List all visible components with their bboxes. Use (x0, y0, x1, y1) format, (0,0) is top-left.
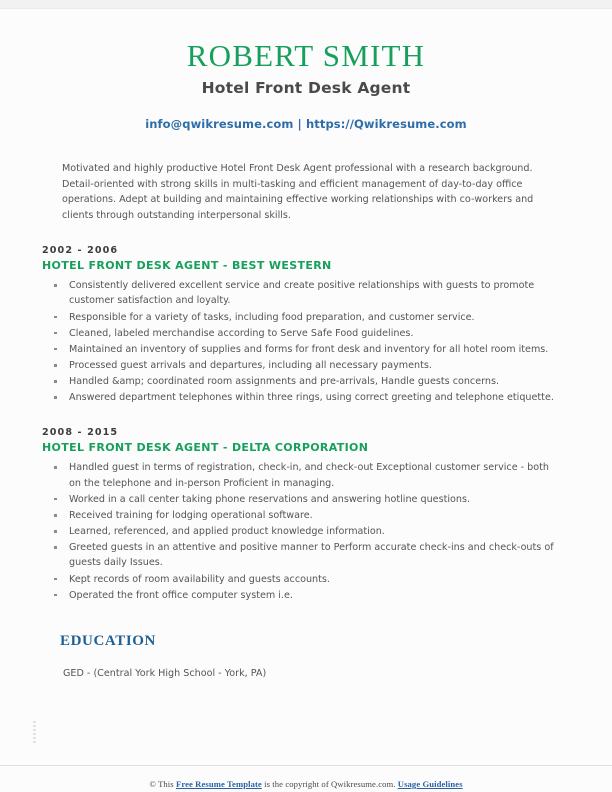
list-item: Received training for lodging operational software. (42, 508, 557, 523)
experience-title-company: HOTEL FRONT DESK AGENT - DELTA CORPORATION (42, 441, 369, 455)
free-resume-template-link[interactable]: Free Resume Template (176, 779, 262, 789)
list-item: Handled &amp; coordinated room assignments and pre-arrivals, Handle guests concerns. (42, 374, 557, 389)
list-item: Answered department telephones within three rings, using correct greeting and telephone etiquette. (42, 390, 557, 405)
list-item: Cleaned, labeled merchandise according to Serve Safe Food guidelines. (42, 326, 557, 341)
footer-line (149, 779, 462, 789)
professional-summary: Motivated and highly productive Hotel Front Desk Agent professional with a research background. Detail-oriented with strong skills in multi-tasking and efficient management of day-to-day office operations. Adept at building and maintaining effective working relationships with co-workers and clients through outstanding interpersonal skills. (62, 163, 534, 221)
usage-guidelines-link[interactable]: Usage Guidelines (397, 779, 463, 789)
experience-bullet-list (42, 278, 557, 405)
list-item: Operated the front office computer system i.e. (42, 588, 557, 603)
list-item: Maintained an inventory of supplies and forms for front desk and inventory for all hotel room items. (42, 342, 557, 357)
resume-content (0, 9, 612, 681)
experience-entry-2 (0, 427, 612, 602)
list-item: Handled guest in terms of registration, check-in, and check-out Exceptional customer service - both on the telephone and in-person Proficient in managing. (42, 460, 557, 490)
footer-prefix: © This (149, 779, 176, 789)
experience-dates: 2002 - 2006 (42, 245, 119, 257)
experience-dates: 2008 - 2015 (42, 427, 119, 439)
candidate-name: ROBERT SMITH (186, 38, 426, 73)
experience-title-company: HOTEL FRONT DESK AGENT - BEST WESTERN (42, 259, 332, 273)
resume-sheet (0, 9, 612, 792)
list-item: Processed guest arrivals and departures, including all necessary payments. (42, 358, 557, 373)
education-entry: GED - (Central York High School - York, PA) (63, 667, 267, 679)
list-item: Consistently delivered excellent service and create positive relationships with guests to promote customer satisfaction and loyalty. (42, 278, 557, 308)
education-heading: EDUCATION (60, 632, 156, 649)
list-item: Greeted guests in an attentive and positive manner to Perform accurate check-ins and check-outs of guests daily Issues. (42, 540, 557, 570)
candidate-job-title: Hotel Front Desk Agent (201, 79, 411, 98)
page-footer (0, 765, 612, 791)
experience-entry-1 (0, 245, 612, 405)
list-item: Worked in a call center taking phone reservations and answering hotline questions. (42, 492, 557, 507)
contact-line[interactable]: info@qwikresume.com | https://Qwikresume.com (145, 117, 467, 132)
experience-bullet-list (42, 460, 557, 602)
page-top-band (0, 0, 612, 9)
left-margin-mark (33, 721, 36, 745)
list-item: Learned, referenced, and applied product knowledge information. (42, 524, 557, 539)
footer-middle: is the copyright of Qwikresume.com. (261, 779, 398, 789)
resume-header (0, 9, 612, 131)
education-section (0, 633, 612, 681)
list-item: Responsible for a variety of tasks, including food preparation, and customer service. (42, 310, 557, 325)
list-item: Kept records of room availability and guests accounts. (42, 572, 557, 587)
